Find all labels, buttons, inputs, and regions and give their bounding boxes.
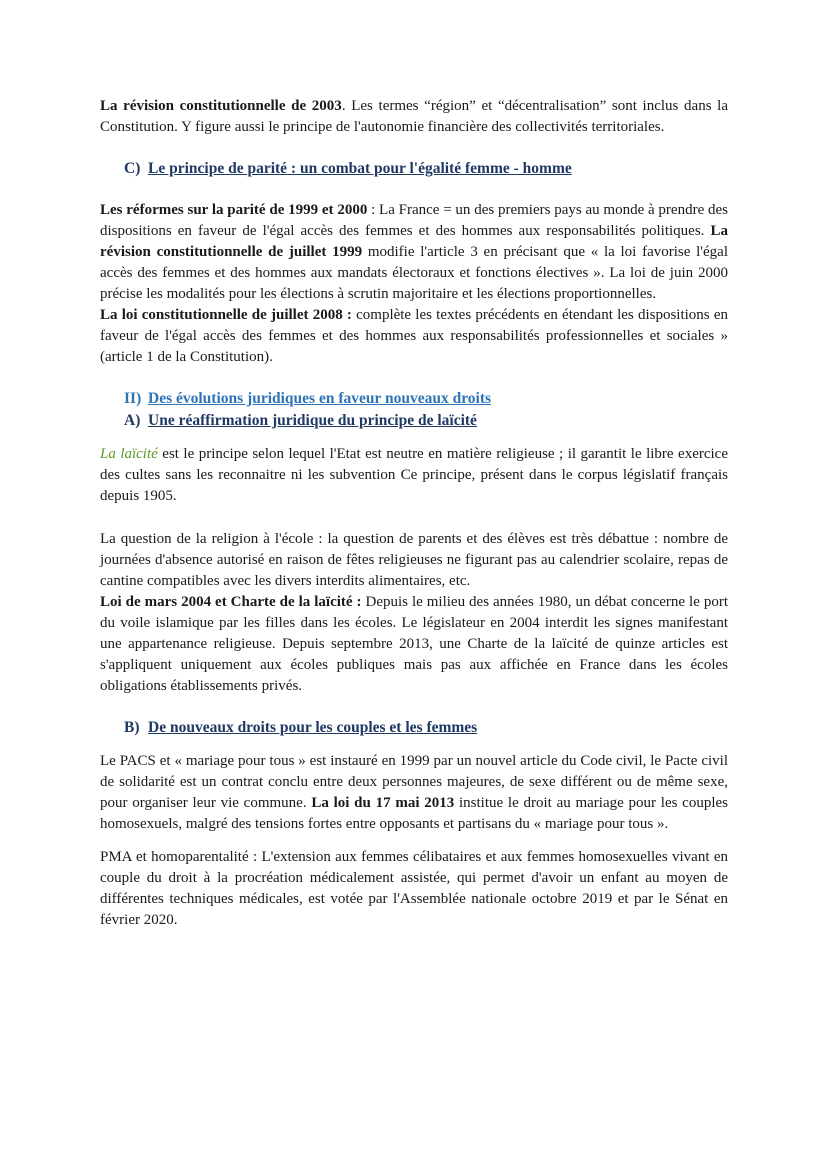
bold-term: Les réformes sur la parité de 1999 et 2000 [100, 202, 368, 218]
heading-number: II) [124, 390, 142, 407]
heading-section-ii [100, 388, 728, 410]
heading-section-b [100, 717, 728, 739]
parity-paragraph [100, 200, 728, 305]
heading-section-a [100, 410, 728, 432]
law-2008-paragraph [100, 305, 728, 368]
pacs-paragraph [100, 751, 728, 835]
bold-term: La loi du 17 mai 2013 [311, 795, 455, 811]
heading-number: B) [124, 719, 140, 736]
heading-title: De nouveaux droits pour les couples et les femmes [148, 719, 478, 736]
paragraph-text: Depuis le milieu des années 1980, un débat concerne le port du voile islamique par les filles dans les écoles. Le législateur en 2004 interdit les signes manifestant une appartenance religieuse. Depuis septembre 2013, une Charte de la laïcité de quinze articles est s'appliquent uniquement aux écoles publiques mais pas aux affichée en France dans les écoles obligations établissements privés. [100, 594, 728, 694]
paragraph-text: La question de la religion à l'école : la question de parents et des élèves est très débattue : nombre de journées d'absence autorisé en raison de fêtes religieuses ne figurant pas au calendrier scolaire, repas de cantine compatibles avec les divers interdits alimentaires, etc. [100, 531, 728, 589]
heading-title: Le principe de parité : un combat pour l'égalité femme - homme [148, 160, 572, 177]
religion-school-paragraph [100, 529, 728, 592]
law-2004-paragraph [100, 592, 728, 697]
paragraph-text: Le PACS et « mariage pour tous » est instauré en 1999 par un nouvel article du Code civil, le Pacte civil de solidarité est un contrat conclu entre deux personnes majeures, de sexe différent ou de même sexe, pour organiser leur vie commune. [100, 753, 728, 811]
heading-title: Des évolutions juridiques en faveur nouveaux droits [148, 390, 492, 407]
intro-paragraph [100, 96, 728, 138]
bold-term: La loi constitutionnelle de juillet 2008 : [100, 307, 352, 323]
paragraph-text: est le principe selon lequel l'Etat est neutre en matière religieuse ; il garantit le libre exercice des cultes sans les reconnaitre ni les subvention Ce principe, présent dans le corpus législatif français depuis 1905. [100, 446, 728, 504]
intro-text: . Les termes “région” et “décentralisation” sont inclus dans la Constitution. Y figure aussi le principe de l'autonomie financière des collectivités territoriales. [100, 98, 729, 135]
paragraph-text: institue le droit au mariage pour les couples homosexuels, malgré des tensions fortes entre opposants et partisans du « mariage pour tous ». [100, 795, 729, 832]
intro-bold: La révision constitutionnelle de 2003 [100, 98, 342, 114]
highlighted-term: La laïcité [100, 446, 158, 462]
heading-number: A) [124, 412, 141, 429]
heading-number: C) [124, 160, 141, 177]
paragraph-text: : La France = un des premiers pays au monde à prendre des dispositions en faveur de l'égal accès des femmes et des hommes aux responsabilités politiques. [100, 202, 728, 239]
pma-paragraph [100, 847, 728, 931]
heading-section-c [100, 158, 728, 180]
paragraph-text: complète les textes précédents en étendant les dispositions en faveur de l'égal accès des femmes et des hommes aux responsabilités professionnelles et sociales » (article 1 de la Constitution). [100, 307, 728, 365]
document-page [100, 96, 728, 931]
laicite-paragraph [100, 444, 728, 507]
bold-term: La révision constitutionnelle de juillet 1999 [100, 223, 728, 260]
bold-term: Loi de mars 2004 et Charte de la laïcité : [100, 594, 362, 610]
heading-title: Une réaffirmation juridique du principe de laïcité [148, 412, 477, 429]
paragraph-text: PMA et homoparentalité : L'extension aux femmes célibataires et aux femmes homosexuelles vivant en couple du droit à la procréation médicalement assistée, qui permet d'avoir un enfant au moyen de différentes techniques médicales, est votée par l'Assemblée nationale octobre 2019 et par le Sénat en février 2020. [100, 849, 728, 928]
paragraph-text: modifie l'article 3 en précisant que « la loi favorise l'égal accès des femmes et des hommes aux mandats électoraux et fonctions électives ». La loi de juin 2000 précise les modalités pour les élections à scrutin majoritaire et les élections proportionnelles. [100, 244, 728, 302]
